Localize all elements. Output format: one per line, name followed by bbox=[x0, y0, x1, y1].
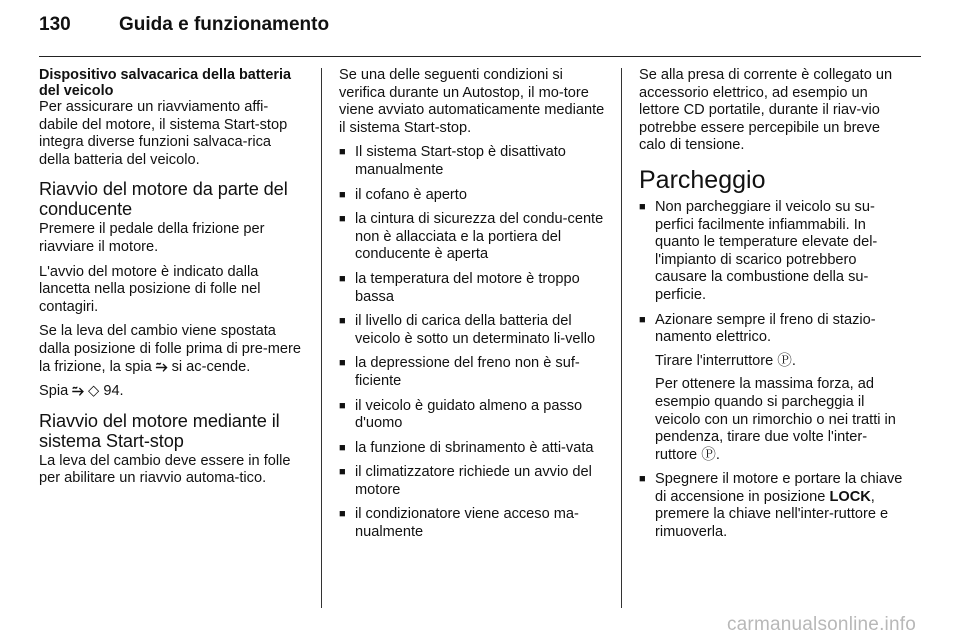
column-middle bbox=[339, 67, 607, 549]
list-item: ■ la temperatura del motore è troppo bassa bbox=[339, 271, 607, 306]
watermark: carmanualsonline.info bbox=[726, 614, 916, 635]
column-left bbox=[39, 67, 305, 495]
text: Azionare sempre il freno di stazio-namento elettrico. bbox=[655, 311, 876, 346]
heading-restart-system: Riavvio del motore mediante il sistema Start-stop bbox=[39, 410, 280, 451]
page-reference[interactable]: 94. bbox=[103, 383, 124, 400]
text: . bbox=[715, 446, 720, 463]
parking-brake-icon: Ⓟ bbox=[701, 446, 716, 463]
header-divider bbox=[39, 56, 921, 57]
sub-paragraph bbox=[655, 376, 907, 464]
paragraph bbox=[39, 383, 305, 401]
text: Spia bbox=[39, 383, 69, 400]
list-item: ■ Non parcheggiare il veicolo su su-perfici facilmente infiammabili. In quanto le temperature elevate del-l'impianto di scarico potrebbero causare la combustione della su-perficie. bbox=[639, 199, 907, 305]
condition-list bbox=[339, 144, 607, 541]
page-number: 130 bbox=[39, 14, 71, 35]
text: , premere la chiave nell'inter-ruttore e rimuoverla. bbox=[655, 488, 889, 541]
heading-restart-driver: Riavvio del motore da parte del conducente bbox=[39, 179, 288, 220]
page-header bbox=[39, 14, 329, 54]
text: Per ottenere la massima forza, ad esempio quando si parcheggia il veicolo con un rimorchio o nei tratti in pendenza, tirare due volte l'inter-ruttore bbox=[655, 376, 896, 463]
text: Spegnere il motore e portare la chiave di accensione in posizione bbox=[655, 471, 903, 505]
list-item bbox=[639, 312, 907, 465]
parking-brake-icon: Ⓟ bbox=[777, 352, 792, 369]
column-right bbox=[639, 67, 907, 549]
lock-position-label: LOCK bbox=[829, 488, 871, 505]
page-title: Guida e funzionamento bbox=[119, 14, 330, 35]
list-item: ■ la cintura di sicurezza del condu-cente non è allacciata e la portiera del conducente è aperta bbox=[339, 211, 607, 264]
list-item: ■ Il sistema Start-stop è disattivato manualmente bbox=[339, 144, 607, 179]
text: . bbox=[791, 352, 796, 369]
heading-battery-saver: Dispositivo salvacarica della batteria del veicolo bbox=[39, 67, 291, 99]
paragraph: Se alla presa di corrente è collegato un accessorio elettrico, ad esempio un lettore CD portatile, durante il riav-vio potrebbe essere percepibile un breve calo di tensione. bbox=[639, 67, 893, 154]
list-item: ■ il veicolo è guidato almeno a passo d'uomo bbox=[339, 398, 607, 433]
list-item: ■ il condizionatore viene acceso ma-nualmente bbox=[339, 506, 607, 541]
list-item: ■ il livello di carica della batteria del veicolo è sotto un determinato li-vello bbox=[339, 313, 607, 348]
page-reference-icon: ◇ bbox=[88, 383, 100, 400]
paragraph: Se una delle seguenti condizioni si verifica durante un Autostop, il mo-tore viene avviato automaticamente mediante il sistema Start-stop. bbox=[339, 67, 605, 136]
list-item: ■ la depressione del freno non è suf-ficiente bbox=[339, 355, 607, 390]
list-item bbox=[639, 471, 907, 541]
start-stop-indicator-icon: ⥲ bbox=[72, 383, 84, 400]
text: Se la leva del cambio viene spostata dalla posizione di folle prima di pre-mere la frizione, la spia bbox=[39, 323, 302, 375]
paragraph: Premere il pedale della frizione per riavviare il motore. bbox=[39, 221, 265, 255]
list-item: ■ la funzione di sbrinamento è atti-vata bbox=[339, 440, 607, 458]
text: Tirare l'interruttore bbox=[655, 352, 774, 369]
sub-paragraph bbox=[655, 353, 907, 371]
list-item: ■ il climatizzatore richiede un avvio del motore bbox=[339, 464, 607, 499]
text: si ac-cende. bbox=[171, 358, 251, 375]
paragraph: L'avvio del motore è indicato dalla lancetta nella posizione di folle nel contagiri. bbox=[39, 263, 261, 315]
paragraph: Per assicurare un riavviamento affi-dabile del motore, il sistema Start-stop integra diverse funzioni salvaca-rica della batteria del veicolo. bbox=[39, 99, 288, 168]
column-divider bbox=[321, 68, 322, 608]
list-item: ■ il cofano è aperto bbox=[339, 187, 607, 205]
parking-list bbox=[639, 199, 907, 542]
paragraph: La leva del cambio deve essere in folle per abilitare un riavvio automa-tico. bbox=[39, 452, 291, 487]
paragraph bbox=[39, 323, 305, 376]
heading-parking: Parcheggio bbox=[639, 165, 766, 194]
column-divider bbox=[621, 68, 622, 608]
start-stop-indicator-icon: ⥲ bbox=[155, 358, 168, 375]
